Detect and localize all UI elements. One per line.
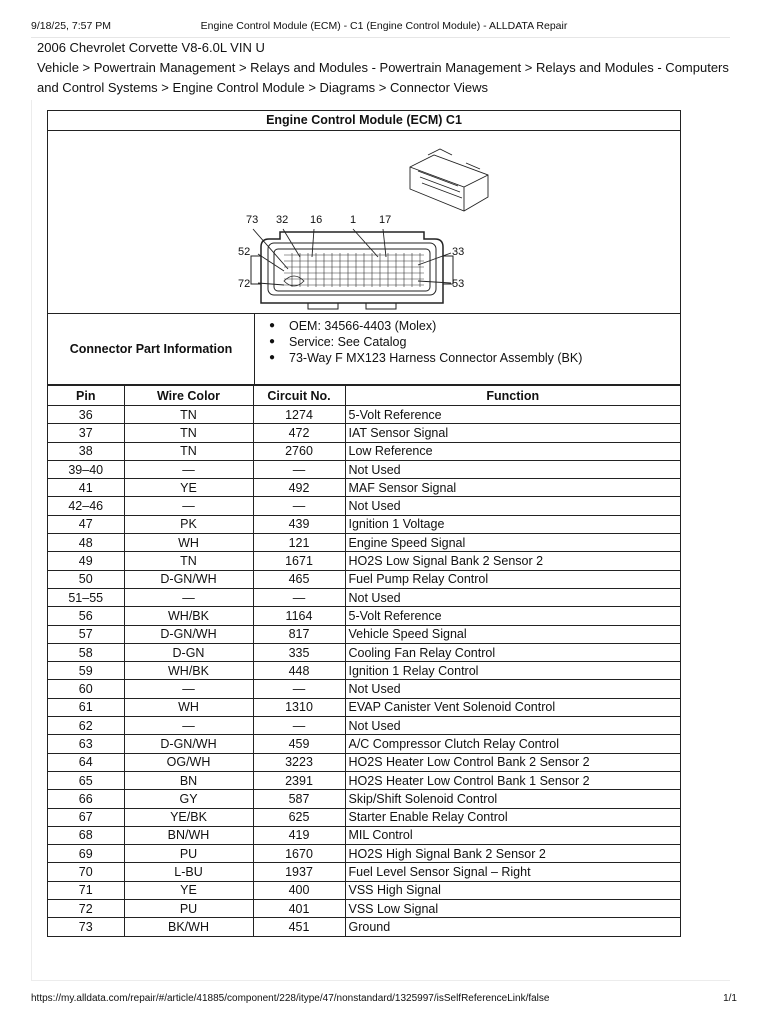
cell-circuit: 1310: [253, 698, 345, 716]
cell-circuit: 587: [253, 790, 345, 808]
bullet-icon: ●: [268, 320, 276, 331]
cell-circuit: 472: [253, 424, 345, 442]
table-row: [48, 717, 680, 735]
cell-wire-color: BN: [124, 771, 253, 789]
cell-wire-color: L-BU: [124, 863, 253, 881]
cell-function: Fuel Pump Relay Control: [345, 570, 680, 588]
cell-function: Not Used: [345, 460, 680, 478]
cell-circuit: 459: [253, 735, 345, 753]
cell-pin: 47: [48, 515, 124, 533]
cell-pin: 51–55: [48, 588, 124, 606]
cell-circuit: —: [253, 680, 345, 698]
table-row: [48, 588, 680, 606]
diagram-pin-label-16: 16: [310, 214, 323, 226]
cell-pin: 49: [48, 552, 124, 570]
cell-pin: 38: [48, 442, 124, 460]
cell-function: Not Used: [345, 717, 680, 735]
cell-circuit: 492: [253, 479, 345, 497]
table-row: [48, 643, 680, 661]
cell-pin: 59: [48, 662, 124, 680]
cell-pin: 36: [48, 406, 124, 424]
cell-wire-color: YE: [124, 881, 253, 899]
cell-circuit: —: [253, 497, 345, 515]
cell-wire-color: WH/BK: [124, 607, 253, 625]
table-row: [48, 771, 680, 789]
part-info-list: [255, 314, 582, 384]
cell-circuit: 1671: [253, 552, 345, 570]
cell-wire-color: YE/BK: [124, 808, 253, 826]
table-row: [48, 900, 680, 918]
cell-wire-color: PU: [124, 845, 253, 863]
table-row: [48, 662, 680, 680]
table-row: [48, 863, 680, 881]
table-row: [48, 625, 680, 643]
pinout-header-row: [48, 386, 680, 406]
connector-diagram: [48, 131, 680, 314]
cell-wire-color: —: [124, 680, 253, 698]
cell-pin: 66: [48, 790, 124, 808]
table-row: [48, 479, 680, 497]
cell-wire-color: D-GN/WH: [124, 735, 253, 753]
cell-function: 5-Volt Reference: [345, 607, 680, 625]
diagram-pin-label-33: 33: [452, 246, 465, 258]
print-header: [0, 20, 768, 34]
cell-wire-color: —: [124, 588, 253, 606]
cell-wire-color: —: [124, 460, 253, 478]
cell-wire-color: WH/BK: [124, 662, 253, 680]
table-row: [48, 607, 680, 625]
cell-function: Not Used: [345, 497, 680, 515]
cell-pin: 48: [48, 534, 124, 552]
cell-circuit: 400: [253, 881, 345, 899]
cell-pin: 50: [48, 570, 124, 588]
table-row: [48, 442, 680, 460]
cell-function: Fuel Level Sensor Signal – Right: [345, 863, 680, 881]
cell-wire-color: WH: [124, 534, 253, 552]
cell-pin: 62: [48, 717, 124, 735]
connector-part-information: [48, 314, 680, 385]
connector-diagram-graphic: [48, 131, 679, 313]
cell-pin: 70: [48, 863, 124, 881]
cell-pin: 65: [48, 771, 124, 789]
table-row: [48, 515, 680, 533]
table-row: [48, 497, 680, 515]
pinout-table-body: [48, 406, 680, 937]
diagram-pin-label-1: 1: [350, 214, 357, 226]
cell-wire-color: OG/WH: [124, 753, 253, 771]
part-info-item: ● 73-Way F MX123 Harness Connector Assembly (BK): [255, 350, 582, 366]
cell-wire-color: D-GN/WH: [124, 625, 253, 643]
cell-wire-color: BN/WH: [124, 826, 253, 844]
table-row: [48, 698, 680, 716]
cell-wire-color: YE: [124, 479, 253, 497]
cell-wire-color: PU: [124, 900, 253, 918]
cell-circuit: —: [253, 717, 345, 735]
cell-pin: 63: [48, 735, 124, 753]
table-row: [48, 406, 680, 424]
table-row: [48, 735, 680, 753]
column-header-function: Function: [345, 386, 680, 406]
column-header-pin: Pin: [48, 386, 124, 406]
cell-pin: 57: [48, 625, 124, 643]
pinout-table: [48, 385, 680, 936]
cell-function: Starter Enable Relay Control: [345, 808, 680, 826]
cell-pin: 68: [48, 826, 124, 844]
document-title: Engine Control Module (ECM) C1: [48, 111, 680, 131]
cell-function: HO2S Low Signal Bank 2 Sensor 2: [345, 552, 680, 570]
content-frame-bottom: [31, 980, 730, 981]
cell-function: Not Used: [345, 588, 680, 606]
cell-circuit: 3223: [253, 753, 345, 771]
table-row: [48, 790, 680, 808]
table-row: [48, 808, 680, 826]
header-divider: [31, 37, 730, 38]
connector-document: [47, 110, 681, 937]
bullet-icon: ●: [268, 352, 276, 363]
diagram-pin-label-72: 72: [238, 278, 251, 290]
cell-function: Ignition 1 Voltage: [345, 515, 680, 533]
cell-pin: 73: [48, 918, 124, 936]
cell-function: VSS High Signal: [345, 881, 680, 899]
column-header-wire-color: Wire Color: [124, 386, 253, 406]
cell-wire-color: TN: [124, 424, 253, 442]
diagram-pin-label-17: 17: [379, 214, 392, 226]
cell-circuit: 817: [253, 625, 345, 643]
cell-circuit: 451: [253, 918, 345, 936]
cell-pin: 58: [48, 643, 124, 661]
cell-wire-color: PK: [124, 515, 253, 533]
part-info-item: ● Service: See Catalog: [255, 334, 582, 350]
cell-wire-color: —: [124, 717, 253, 735]
cell-pin: 42–46: [48, 497, 124, 515]
cell-function: Ground: [345, 918, 680, 936]
table-row: [48, 826, 680, 844]
cell-circuit: 419: [253, 826, 345, 844]
diagram-pin-label-52: 52: [238, 246, 251, 258]
cell-circuit: 2760: [253, 442, 345, 460]
cell-circuit: 1274: [253, 406, 345, 424]
cell-pin: 56: [48, 607, 124, 625]
cell-wire-color: WH: [124, 698, 253, 716]
cell-wire-color: TN: [124, 406, 253, 424]
cell-pin: 41: [48, 479, 124, 497]
cell-wire-color: D-GN: [124, 643, 253, 661]
table-row: [48, 552, 680, 570]
cell-function: VSS Low Signal: [345, 900, 680, 918]
cell-pin: 69: [48, 845, 124, 863]
cell-wire-color: —: [124, 497, 253, 515]
cell-circuit: 1164: [253, 607, 345, 625]
cell-function: Not Used: [345, 680, 680, 698]
cell-wire-color: BK/WH: [124, 918, 253, 936]
column-header-circuit: Circuit No.: [253, 386, 345, 406]
cell-pin: 61: [48, 698, 124, 716]
cell-function: Vehicle Speed Signal: [345, 625, 680, 643]
cell-function: Skip/Shift Solenoid Control: [345, 790, 680, 808]
cell-pin: 39–40: [48, 460, 124, 478]
vehicle-title: 2006 Chevrolet Corvette V8-6.0L VIN U: [37, 40, 265, 55]
table-row: [48, 460, 680, 478]
table-row: [48, 424, 680, 442]
cell-function: Ignition 1 Relay Control: [345, 662, 680, 680]
breadcrumb: Vehicle > Powertrain Management > Relays and Modules - Powertrain Management > Relays and Modules - Computers and Control Systems > Engine Control Module > Diagrams > Connector Views: [37, 60, 729, 95]
cell-function: HO2S High Signal Bank 2 Sensor 2: [345, 845, 680, 863]
cell-pin: 37: [48, 424, 124, 442]
cell-function: 5-Volt Reference: [345, 406, 680, 424]
table-row: [48, 753, 680, 771]
cell-wire-color: TN: [124, 442, 253, 460]
cell-pin: 72: [48, 900, 124, 918]
cell-function: MAF Sensor Signal: [345, 479, 680, 497]
cell-function: EVAP Canister Vent Solenoid Control: [345, 698, 680, 716]
print-datetime: 9/18/25, 7:57 PM: [31, 20, 111, 32]
cell-function: Low Reference: [345, 442, 680, 460]
print-url: https://my.alldata.com/repair/#/article/41885/component/228/itype/47/nonstandard/1325997/isSelfReferenceLink/false: [31, 993, 550, 1004]
cell-function: HO2S Heater Low Control Bank 2 Sensor 2: [345, 753, 680, 771]
cell-circuit: 1937: [253, 863, 345, 881]
cell-wire-color: GY: [124, 790, 253, 808]
diagram-pin-label-32: 32: [276, 214, 289, 226]
cell-circuit: 448: [253, 662, 345, 680]
cell-function: A/C Compressor Clutch Relay Control: [345, 735, 680, 753]
table-row: [48, 845, 680, 863]
cell-circuit: —: [253, 460, 345, 478]
cell-circuit: 625: [253, 808, 345, 826]
table-row: [48, 918, 680, 936]
table-row: [48, 534, 680, 552]
print-page-title: Engine Control Module (ECM) - C1 (Engine Control Module) - ALLDATA Repair: [200, 20, 568, 32]
cell-wire-color: TN: [124, 552, 253, 570]
cell-circuit: 335: [253, 643, 345, 661]
cell-function: Cooling Fan Relay Control: [345, 643, 680, 661]
cell-function: HO2S Heater Low Control Bank 1 Sensor 2: [345, 771, 680, 789]
cell-pin: 71: [48, 881, 124, 899]
cell-circuit: 121: [253, 534, 345, 552]
cell-circuit: —: [253, 588, 345, 606]
table-row: [48, 881, 680, 899]
table-row: [48, 570, 680, 588]
part-info-label: Connector Part Information: [48, 314, 255, 384]
cell-circuit: 1670: [253, 845, 345, 863]
content-frame-left: [31, 100, 32, 980]
print-page-number: 1/1: [723, 993, 737, 1004]
cell-circuit: 465: [253, 570, 345, 588]
cell-function: MIL Control: [345, 826, 680, 844]
cell-pin: 67: [48, 808, 124, 826]
part-info-item: ● OEM: 34566-4403 (Molex): [255, 318, 582, 334]
bullet-icon: ●: [268, 336, 276, 347]
cell-pin: 64: [48, 753, 124, 771]
cell-function: Engine Speed Signal: [345, 534, 680, 552]
diagram-pin-label-53: 53: [452, 278, 465, 290]
cell-pin: 60: [48, 680, 124, 698]
table-row: [48, 680, 680, 698]
cell-circuit: 439: [253, 515, 345, 533]
diagram-pin-label-73: 73: [246, 214, 259, 226]
cell-wire-color: D-GN/WH: [124, 570, 253, 588]
cell-function: IAT Sensor Signal: [345, 424, 680, 442]
cell-circuit: 2391: [253, 771, 345, 789]
cell-circuit: 401: [253, 900, 345, 918]
